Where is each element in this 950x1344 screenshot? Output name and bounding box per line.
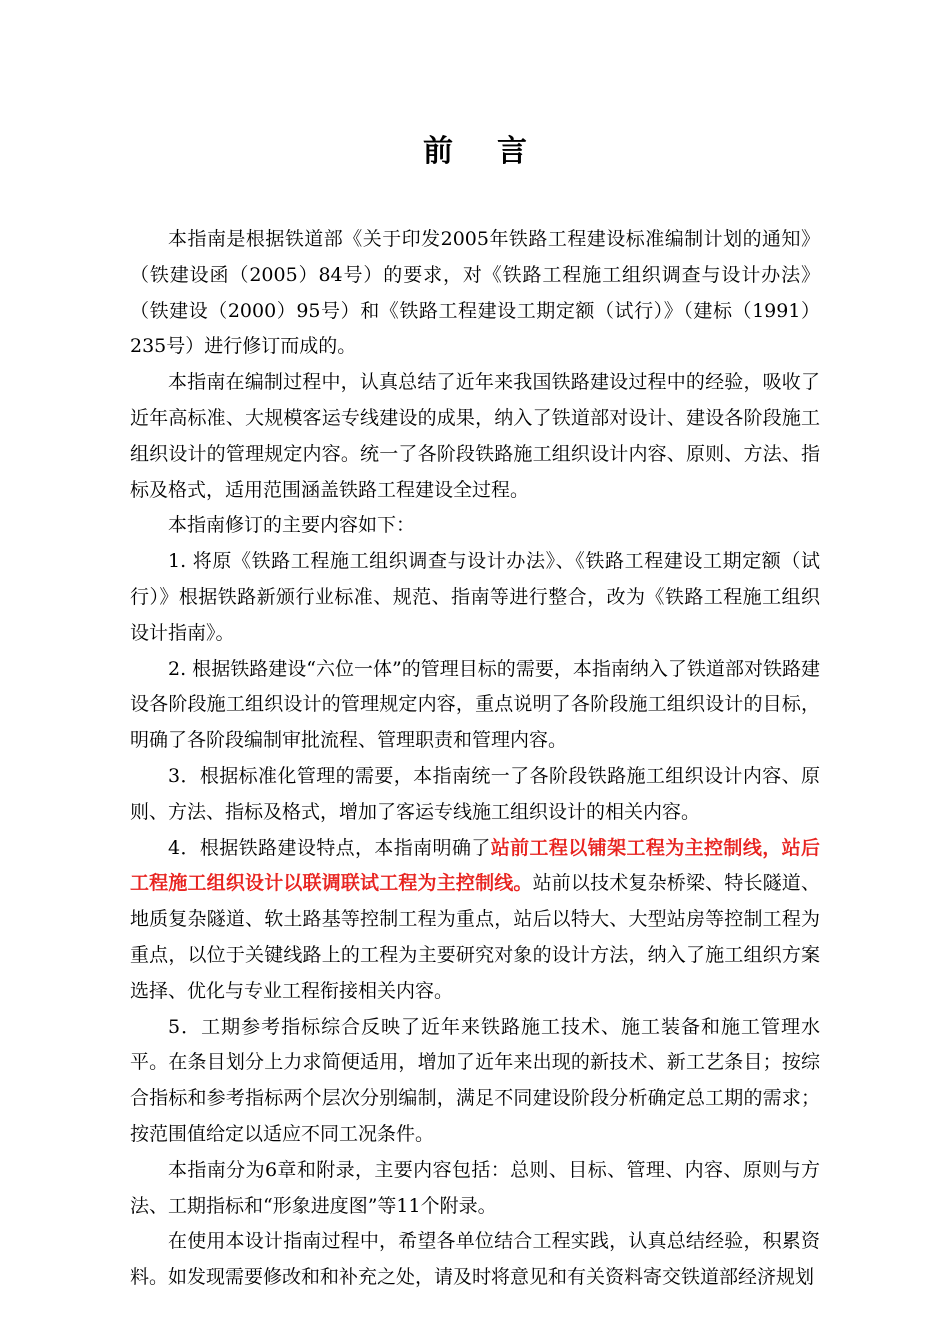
- paragraph-intro: 本指南是根据铁道部《关于印发2005年铁路工程建设标准编制计划的通知》（铁建设函（2005）84号）的要求，对《铁路工程施工组织调查与设计办法》（铁建设（2000）95号）和《铁路工程建设工期定额（试行）》（建标（1991）235号）进行修订而成的。: [130, 228, 820, 358]
- item-4-lead: 4．根据铁路建设特点，本指南明确了: [168, 836, 491, 859]
- paragraph-item-5: 5．工期参考指标综合反映了近年来铁路施工技术、施工装备和施工管理水平。在条目划分上力求简便适用，增加了近年来出现的新技术、新工艺条目；按综合指标和参考指标两个层次分别编制，满足不同建设阶段分析确定总工期的需求；按范围值给定以适应不同工况条件。: [130, 1015, 820, 1145]
- document-body: [130, 222, 820, 1296]
- paragraph-structure: 本指南分为6章和附录，主要内容包括：总则、目标、管理、内容、原则与方法、工期指标和“形象进度图”等11个附录。: [130, 1158, 820, 1217]
- paragraph-feedback: 在使用本设计指南过程中，希望各单位结合工程实践，认真总结经验，积累资料。如发现需要修改和和补充之处，请及时将意见和有关资料寄交铁道部经济规划: [130, 1230, 820, 1289]
- paragraph-item-2: 2. 根据铁路建设“六位一体”的管理目标的需要，本指南纳入了铁道部对铁路建设各阶段施工组织设计的管理规定内容，重点说明了各阶段施工组织设计的目标，明确了各阶段编制审批流程、管理职责和管理内容。: [130, 657, 820, 752]
- item-4-highlight: 站前工程以铺架工程为主控制线，站后工程施工组织设计以联调联试工程为主控制线。: [130, 836, 820, 895]
- paragraph-summary: 本指南在编制过程中，认真总结了近年来我国铁路建设过程中的经验，吸收了近年高标准、大规模客运专线建设的成果，纳入了铁道部对设计、建设各阶段施工组织设计的管理规定内容。统一了各阶段铁路施工组织设计内容、原则、方法、指标及格式，适用范围涵盖铁路工程建设全过程。: [130, 371, 820, 501]
- page-title: 前言: [423, 134, 571, 169]
- paragraph-item-4: [130, 831, 820, 1010]
- paragraph-item-3: 3．根据标准化管理的需要，本指南统一了各阶段铁路施工组织设计内容、原则、方法、指标及格式，增加了客运专线施工组织设计的相关内容。: [130, 764, 820, 823]
- paragraph-revision-heading: 本指南修订的主要内容如下：: [168, 514, 416, 537]
- paragraph-item-1: 1. 将原《铁路工程施工组织调查与设计办法》、《铁路工程建设工期定额（试行）》根据铁路新颁行业标准、规范、指南等进行整合，改为《铁路工程施工组织设计指南》。: [130, 550, 820, 644]
- item-4-tail: 站前以技术复杂桥梁、特长隧道、地质复杂隧道、软土路基等控制工程为重点，站后以特大、大型站房等控制工程为重点，以位于关键线路上的工程为主要研究对象的设计方法，纳入了施工组织方案选择、优化与专业工程衔接相关内容。: [130, 872, 820, 1002]
